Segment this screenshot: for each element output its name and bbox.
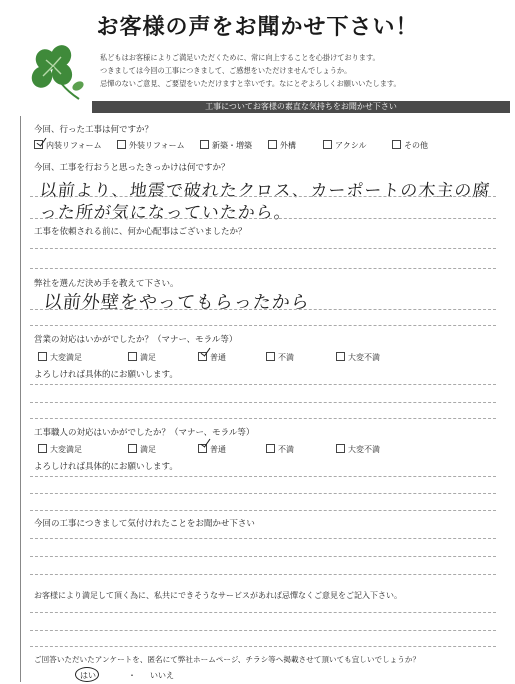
q6-option[interactable]: 普通 bbox=[198, 444, 226, 455]
q5-option[interactable]: 普通 bbox=[198, 352, 226, 363]
answer-line bbox=[30, 248, 496, 249]
clover-logo-icon bbox=[24, 44, 90, 104]
q2-label: 今回、工事を行おうと思ったきっかけは何ですか？ bbox=[34, 163, 230, 173]
q8-label: お客様により満足して頂く為に、私共にできそうなサービスがあれば忌憚なくご意見をご記入下さい。 bbox=[34, 591, 402, 600]
checkbox[interactable] bbox=[128, 352, 137, 361]
q9-yes-option[interactable]: はい bbox=[80, 671, 96, 680]
answer-line bbox=[30, 556, 496, 557]
checkbox[interactable] bbox=[392, 140, 401, 149]
q6-option[interactable]: 大変満足 bbox=[38, 444, 82, 455]
answer-line bbox=[30, 493, 496, 494]
q1-option[interactable]: 外構 bbox=[268, 140, 296, 151]
q6-option[interactable]: 不満 bbox=[266, 444, 294, 455]
q5-followup: よろしければ具体的にお願いします。 bbox=[34, 370, 178, 380]
q1-option[interactable]: 内装リフォーム bbox=[34, 140, 102, 151]
checkbox[interactable] bbox=[38, 444, 47, 453]
answer-line bbox=[30, 268, 496, 269]
checkbox[interactable] bbox=[268, 140, 277, 149]
answer-line bbox=[30, 476, 496, 477]
intro-line: つきましては今回の工事につきまして、ご感想をいただけませんでしょうか。 bbox=[100, 66, 352, 75]
answer-line bbox=[30, 218, 496, 219]
q2-answer-line: 以前より、地震で破れたクロス、カーポートの木主の腐 bbox=[38, 181, 492, 201]
answer-line bbox=[30, 196, 496, 197]
q5-option[interactable]: 大変不満 bbox=[336, 352, 380, 363]
answer-line bbox=[30, 384, 496, 385]
q6-followup: よろしければ具体的にお願いします。 bbox=[34, 462, 178, 472]
checkbox[interactable] bbox=[128, 444, 137, 453]
selection-circle-icon bbox=[75, 667, 99, 682]
page-title: お客様の声をお聞かせ下さい！ bbox=[96, 15, 419, 40]
answer-line bbox=[30, 612, 496, 613]
section-banner: 工事についてお客様の素直な気持ちをお聞かせ下さい bbox=[92, 101, 510, 113]
q4-label: 弊社を選んだ決め手を教えて下さい。 bbox=[34, 279, 179, 289]
answer-line bbox=[30, 309, 496, 310]
q1-label: 今回、行った工事は何ですか？ bbox=[34, 125, 154, 135]
q6-label: 工事職人の対応はいかがでしたか？（マナー、モラル等） bbox=[34, 428, 255, 438]
checkbox[interactable] bbox=[336, 444, 345, 453]
intro-line: 忌憚のないご意見、ご要望をいただけますと幸いです。なにとぞよろしくお願いいたします。 bbox=[100, 79, 401, 88]
answer-line bbox=[30, 325, 496, 326]
q2-answer-line: った所が気になっていたから。 bbox=[38, 203, 293, 223]
q5-option[interactable]: 満足 bbox=[128, 352, 156, 363]
q6-option[interactable]: 満足 bbox=[128, 444, 156, 455]
checkbox[interactable] bbox=[200, 140, 209, 149]
answer-line bbox=[30, 538, 496, 539]
q1-option[interactable]: その他 bbox=[392, 140, 428, 151]
q4-answer: 以前外壁をやってもらったから bbox=[42, 292, 311, 313]
q7-label: 今回の工事につきまして気付けれたことをお聞かせ下さい bbox=[34, 519, 255, 529]
answer-line bbox=[30, 574, 496, 575]
q1-option[interactable]: 外装リフォーム bbox=[117, 140, 185, 151]
q9-separator: ・ bbox=[128, 671, 136, 680]
q3-label: 工事を依頼される前に、何か心配事はございましたか？ bbox=[34, 227, 247, 237]
answer-line bbox=[30, 510, 496, 511]
checkbox[interactable] bbox=[266, 444, 275, 453]
intro-text bbox=[100, 51, 401, 90]
checkbox[interactable] bbox=[38, 352, 47, 361]
q6-option[interactable]: 大変不満 bbox=[336, 444, 380, 455]
answer-line bbox=[30, 418, 496, 419]
checkbox[interactable] bbox=[266, 352, 275, 361]
checkbox[interactable] bbox=[117, 140, 126, 149]
q9-no-option[interactable]: いいえ bbox=[150, 671, 174, 680]
checkbox[interactable] bbox=[323, 140, 332, 149]
q5-label: 営業の対応はいかがでしたか？（マナー、モラル等） bbox=[34, 335, 238, 345]
q5-option[interactable]: 不満 bbox=[266, 352, 294, 363]
answer-line bbox=[30, 402, 496, 403]
q9-label: ご回答いただいたアンケートを、匿名にて弊社ホームページ、チラシ等へ掲載させて頂いても宜しいでしょうか？ bbox=[34, 655, 421, 664]
checkbox[interactable] bbox=[336, 352, 345, 361]
answer-line bbox=[30, 646, 496, 647]
q1-option[interactable]: 新築・増築 bbox=[200, 140, 252, 151]
answer-line bbox=[30, 630, 496, 631]
intro-line: 私どもはお客様によりご満足いただくために、常に向上することを心掛けております。 bbox=[100, 53, 380, 62]
q5-option[interactable]: 大変満足 bbox=[38, 352, 82, 363]
q1-option[interactable]: アクシル bbox=[323, 140, 367, 151]
